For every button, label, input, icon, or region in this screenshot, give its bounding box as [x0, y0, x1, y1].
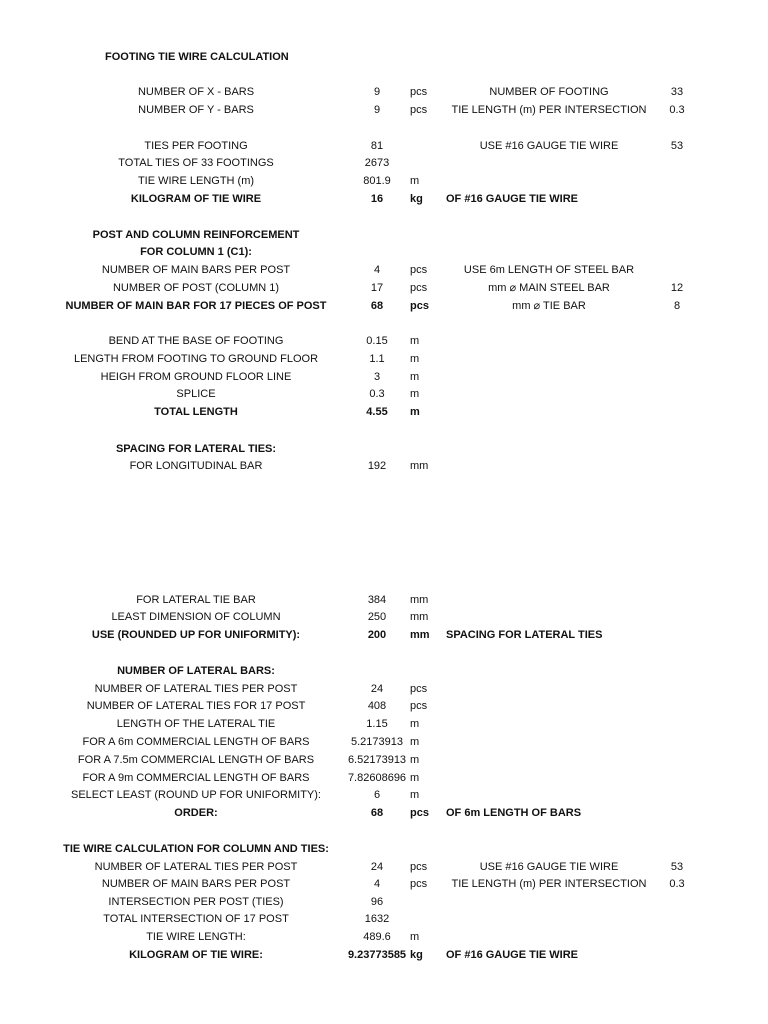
calc-row: [0, 298, 768, 315]
right-value: 53: [670, 861, 684, 873]
row-label: SPLICE: [176, 388, 216, 400]
row-unit: pcs: [410, 878, 428, 890]
row-label: BEND AT THE BASE OF FOOTING: [108, 335, 284, 347]
row-value: 68: [370, 807, 384, 819]
calc-row: [0, 458, 768, 475]
row-label: POST AND COLUMN REINFORCEMENT: [92, 229, 300, 241]
right-label: mm ⌀ MAIN STEEL BAR: [488, 282, 610, 294]
row-label: FOR A 9m COMMERCIAL LENGTH OF BARS: [82, 772, 310, 784]
right-value: 0.3: [669, 104, 685, 116]
row-unit: m: [410, 754, 420, 766]
row-unit: m: [410, 931, 420, 943]
row-label: NUMBER OF LATERAL TIES FOR 17 POST: [86, 700, 306, 712]
calc-row: [0, 929, 768, 946]
row-note: OF #16 GAUGE TIE WIRE: [446, 949, 579, 961]
row-label: TOTAL INTERSECTION OF 17 POST: [103, 913, 289, 925]
calc-row: [0, 716, 768, 733]
calc-row: [0, 911, 768, 928]
calc-row: [0, 609, 768, 626]
right-label: USE #16 GAUGE TIE WIRE: [479, 861, 619, 873]
row-label: NUMBER OF X - BARS: [137, 86, 255, 98]
row-label: TIE WIRE LENGTH:: [146, 931, 246, 943]
calc-row: [0, 351, 768, 368]
calc-row: [0, 787, 768, 804]
row-label: HEIGH FROM GROUND FLOOR LINE: [100, 371, 292, 383]
page-title: FOOTING TIE WIRE CALCULATION: [105, 51, 289, 63]
row-value: 6.52173913: [347, 754, 407, 766]
calc-row: [0, 681, 768, 698]
right-value: 8: [673, 300, 681, 312]
row-label: NUMBER OF MAIN BAR FOR 17 PIECES OF POST: [65, 300, 327, 312]
row-value: 2673: [364, 157, 390, 169]
row-value: 1.1: [369, 353, 385, 365]
calc-row: [0, 102, 768, 119]
row-value: 3: [373, 371, 381, 383]
row-unit: pcs: [410, 86, 428, 98]
row-value: 489.6: [363, 931, 391, 943]
row-label: NUMBER OF POST (COLUMN 1): [112, 282, 280, 294]
row-label: SPACING FOR LATERAL TIES:: [115, 443, 277, 455]
row-label: LEAST DIMENSION OF COLUMN: [111, 611, 281, 623]
calc-row: [0, 876, 768, 893]
row-label: NUMBER OF LATERAL TIES PER POST: [94, 861, 298, 873]
calc-row: [0, 627, 768, 644]
row-unit: pcs: [410, 807, 429, 819]
right-value: 12: [670, 282, 684, 294]
row-label: INTERSECTION PER POST (TIES): [108, 896, 284, 908]
row-label: NUMBER OF MAIN BARS PER POST: [101, 878, 291, 890]
row-unit: kg: [410, 949, 423, 961]
row-unit: mm: [410, 611, 429, 623]
row-label: FOR LONGITUDINAL BAR: [129, 460, 263, 472]
row-unit: m: [410, 175, 420, 187]
row-label: KILOGRAM OF TIE WIRE: [130, 193, 262, 205]
row-unit: m: [410, 371, 420, 383]
row-unit: pcs: [410, 700, 428, 712]
row-value: 24: [370, 683, 384, 695]
row-label: NUMBER OF Y - BARS: [138, 104, 254, 116]
row-label: SELECT LEAST (ROUND UP FOR UNIFORMITY):: [71, 789, 321, 801]
row-label: FOR A 7.5m COMMERCIAL LENGTH OF BARS: [77, 754, 315, 766]
row-unit: pcs: [410, 104, 428, 116]
row-value: 6: [373, 789, 381, 801]
right-label: USE #16 GAUGE TIE WIRE: [479, 140, 619, 152]
row-value: 200: [367, 629, 387, 641]
row-unit: kg: [410, 193, 423, 205]
row-unit: mm: [410, 629, 430, 641]
row-label: NUMBER OF LATERAL BARS:: [117, 665, 275, 677]
row-label: ORDER:: [174, 807, 218, 819]
calc-row: [0, 333, 768, 350]
row-label: NUMBER OF LATERAL TIES PER POST: [94, 683, 298, 695]
right-value: 33: [670, 86, 684, 98]
row-label: TOTAL LENGTH: [154, 406, 238, 418]
right-label: TIE LENGTH (m) PER INTERSECTION: [451, 878, 647, 890]
row-unit: pcs: [410, 282, 428, 294]
calc-row: [0, 894, 768, 911]
right-value: 53: [670, 140, 684, 152]
row-unit: m: [410, 406, 420, 418]
row-value: 250: [367, 611, 387, 623]
row-value: 1.15: [366, 718, 388, 730]
row-value: 81: [370, 140, 384, 152]
row-value: 24: [370, 861, 384, 873]
calc-row: [0, 805, 768, 822]
calc-row: [0, 441, 768, 458]
row-value: 5.2173913: [351, 736, 403, 748]
row-value: 9: [373, 86, 381, 98]
row-value: 4.55: [366, 406, 388, 418]
row-unit: pcs: [410, 300, 429, 312]
row-value: 0.15: [366, 335, 388, 347]
row-value: 4: [373, 264, 381, 276]
row-unit: m: [410, 736, 420, 748]
row-value: 1632: [364, 913, 390, 925]
row-unit: m: [410, 772, 420, 784]
row-value: 9: [373, 104, 381, 116]
calc-row: [0, 84, 768, 101]
row-label: TIE WIRE CALCULATION FOR COLUMN AND TIES:: [63, 843, 329, 855]
row-value: 192: [367, 460, 387, 472]
row-note: OF 6m LENGTH OF BARS: [446, 807, 582, 819]
calc-row: [0, 592, 768, 609]
right-label: mm ⌀ TIE BAR: [512, 300, 586, 312]
calc-row: [0, 698, 768, 715]
row-value: 408: [367, 700, 387, 712]
row-label: TIES PER FOOTING: [144, 140, 248, 152]
row-value: 68: [370, 300, 384, 312]
right-value: 0.3: [669, 878, 685, 890]
calc-row: [0, 734, 768, 751]
calc-row: [0, 244, 768, 261]
calc-row: [0, 859, 768, 876]
row-unit: pcs: [410, 683, 428, 695]
row-label: TOTAL TIES OF 33 FOOTINGS: [118, 157, 274, 169]
row-value: 384: [367, 594, 387, 606]
calc-row: [0, 227, 768, 244]
calc-row: [0, 404, 768, 421]
row-note: SPACING FOR LATERAL TIES: [446, 629, 603, 641]
row-note: OF #16 GAUGE TIE WIRE: [446, 193, 579, 205]
calc-row: [0, 280, 768, 297]
row-value: 17: [370, 282, 384, 294]
row-label: LENGTH OF THE LATERAL TIE: [116, 718, 276, 730]
row-unit: mm: [410, 460, 429, 472]
row-unit: pcs: [410, 264, 428, 276]
row-label: FOR LATERAL TIE BAR: [136, 594, 256, 606]
calc-row: [0, 663, 768, 680]
calc-row: [0, 191, 768, 208]
row-unit: mm: [410, 594, 429, 606]
row-label: FOR A 6m COMMERCIAL LENGTH OF BARS: [82, 736, 310, 748]
calc-row: [0, 386, 768, 403]
row-unit: pcs: [410, 861, 428, 873]
row-value: 96: [370, 896, 384, 908]
row-value: 4: [373, 878, 381, 890]
row-value: 0.3: [369, 388, 385, 400]
row-label: NUMBER OF MAIN BARS PER POST: [101, 264, 291, 276]
right-label: TIE LENGTH (m) PER INTERSECTION: [451, 104, 647, 116]
calc-row: [0, 841, 768, 858]
row-value: 7.82608696: [347, 772, 407, 784]
calc-row: [0, 138, 768, 155]
calc-row: [0, 947, 768, 964]
row-unit: m: [410, 335, 420, 347]
calc-row: [0, 770, 768, 787]
row-value: 16: [370, 193, 384, 205]
row-value: 801.9: [363, 175, 391, 187]
row-value: 9.23773585: [347, 949, 407, 961]
row-unit: m: [410, 789, 420, 801]
row-label: USE (ROUNDED UP FOR UNIFORMITY):: [91, 629, 301, 641]
right-label: USE 6m LENGTH OF STEEL BAR: [463, 264, 635, 276]
row-label: KILOGRAM OF TIE WIRE:: [129, 949, 263, 961]
row-unit: m: [410, 718, 420, 730]
calc-row: [0, 173, 768, 190]
row-label: LENGTH FROM FOOTING TO GROUND FLOOR: [73, 353, 319, 365]
row-unit: m: [410, 388, 420, 400]
calc-row: [0, 155, 768, 172]
row-unit: m: [410, 353, 420, 365]
calc-row: [0, 262, 768, 279]
calc-row: [0, 752, 768, 769]
calc-row: [0, 369, 768, 386]
right-label: NUMBER OF FOOTING: [489, 86, 609, 98]
row-label: FOR COLUMN 1 (C1):: [140, 246, 252, 258]
row-label: TIE WIRE LENGTH (m): [137, 175, 255, 187]
